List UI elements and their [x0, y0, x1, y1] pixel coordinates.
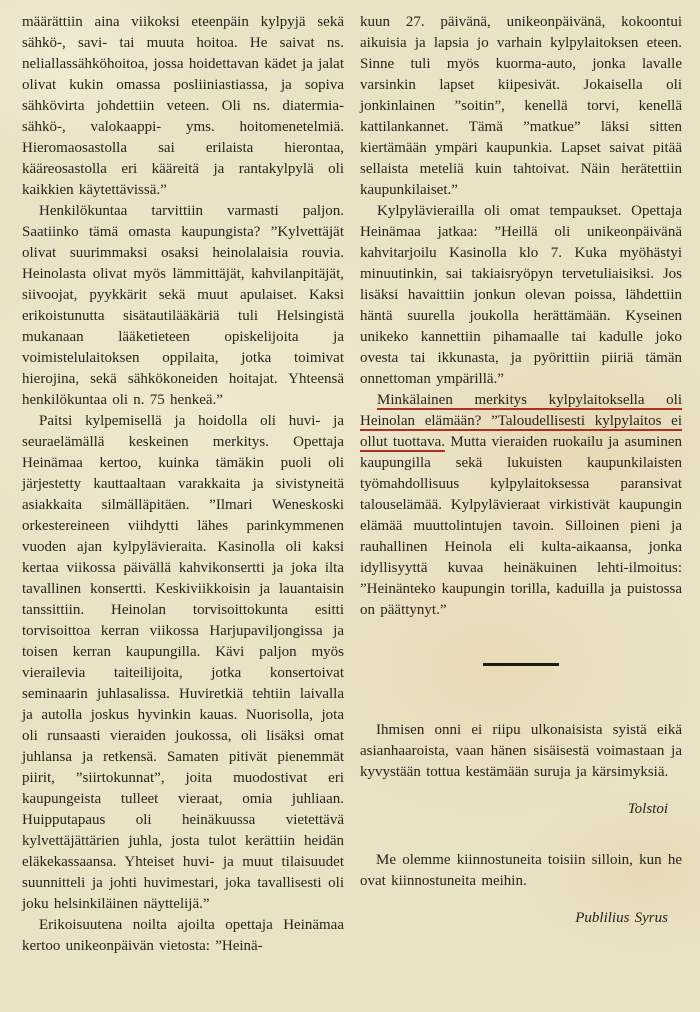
quote-tolstoi: Ihmisen onni ei riipu ulkonaisista syistä eikä asianhaaroista, vaan hänen sisäisestä voimastaan ja kyvystään tottua kestämään suruja ja kärsimyksiä.	[360, 722, 682, 780]
paragraph-text: Kylpylävierailla oli omat tempaukset. Opettaja Heinämaa jatkaa: ”Heillä oli unikeonpäivänä kahvitarjoilu Kasinolla klo 7. Kuka myöhästyi minuutinkin, sai takiaisryöpyn tervetuliaisiksi. Jos lisäksi havaittiin jonkun olevan poissa, lähdettiin häntä suurella joukolla herättämään. Kyseinen unikeko kannettiin pihamaalle tai kadulle joko ovesta tai ikkunasta, ja pyörittiin piiriä tämän onnettoman ympärillä.”	[360, 203, 682, 387]
left-text-column	[22, 12, 344, 957]
quote-publilius-syrus: Me olemme kiinnostuneita toisiin silloin, kun he ovat kiinnostuneita meihin.	[360, 852, 682, 889]
paragraph-text: Paitsi kylpemisellä ja hoidolla oli huvi- ja seuraelämällä keskeinen merkitys. Opettaja Heinämaa kertoo, kuinka tämäkin puoli oli järjestetty kauttaaltaan varakkaita ja sivistyneitä asiakkaita silmälläpitäen. ”Ilmari Weneskoski orkestereineen viihdytti lähes parinkymmenen vuoden ajan kylpylävieraita. Kasinolla oli kaksi kertaa viikossa päivällä kahvikonsertti ja joka ilta tavallinen konsertti. Keskiviikkoisin ja lauantaisin tanssittiin. Heinolan torvisoittokunta esitti torvisoittoa kerran viikossa Harjupaviljongissa ja toisen kerran kaupungilla. Kävi paljon myös vierailevia taiteilijoita, jotka konsertoivat seminaarin juhlasalissa. Huviretkiä tehtiin laivalla ja autolla joskus hyvinkin kauas. Nuorisolla, jota oli runsaasti vieraiden joukossa, oli lisäksi omat juhlansa ja retkensä. Samaten pitivät pienemmät piirit, ”siirtokunnat”, joita muodostivat eri kaupungeista tulleet vieraat, omia juhliaan. Huipputapaus oli heinäkuussa vietettävä kylvettäjättärien juhla, josta tulot kerättiin heidän eläkekassaansa. Yhteiset huvi- ja muut tilaisuudet suunnitteli ja johti huvimestari, joka tavallisesti oli joku helsinkiläinen näyttelijä.”	[22, 413, 344, 912]
body-paragraph	[22, 411, 344, 915]
paragraph-text: kuun 27. päivänä, unikeonpäivänä, kokoontui aikuisia ja lapsia jo varhain kylpylaitoksen eteen. Sinne tuli myös kuorma-auto, jonka lavalle varsinkin lapset kiipesivät. Jokaisella oli jonkinlainen ”soitin”, kenellä torvi, kenellä kattilankannet. Tämä ”matkue” läksi sitten kiertämään ympäri kaupunkia. Lapset saivat pitää sellaista meteliä kuin tahtoivat. Näin herätettiin kaupunkilaiset.”	[360, 14, 682, 198]
body-paragraph	[22, 201, 344, 411]
body-paragraph	[360, 390, 682, 621]
right-column-paragraphs	[360, 12, 682, 621]
quote-attribution-tolstoi: Tolstoi	[627, 801, 668, 817]
right-text-column	[360, 12, 682, 959]
quote-attribution-publilius-syrus: Publilius Syrus	[575, 910, 668, 926]
paragraph-text: määrättiin aina viikoksi eteenpäin kylpyjä sekä sähkö-, savi- tai muuta hoitoa. He saivat ns. neliallassähköhoitoa, jossa hoidettavan kädet ja jalat olivat kukin omassa posliiniastiassa, ja sopiva sähkövirta johdettiin veteen. Oli ns. diatermia-sähkö-, valokaappi- yms. hoitomenetelmiä. Hieromaosastolla sai erilaista hierontaa, kääreosastolla eri kääreitä ja rantakylpylä oli kaikkien käytettävissä.”	[22, 14, 344, 198]
body-paragraph	[22, 12, 344, 201]
body-paragraph	[22, 915, 344, 957]
section-divider-rule	[483, 663, 559, 666]
paragraph-text: Henkilökuntaa tarvittiin varmasti paljon. Saatiinko tämä omasta kaupungista? ”Kylvettäjät olivat suurimmaksi osaksi heinolalaisia rouvia. Heinolasta olivat myös lämmittäjät, kahvilanpitäjät, siivoojat, pyykkärit sekä muut apulaiset. Kaksi erikoistunutta sisätautilääkäriä tuli Helsingistä mukanaan lääketieteen opiskelijoita ja voimistelulaitoksen oppilaita, jotka toimivat hierojina, sekä sähkökoneiden hoitajat. Yhteensä henkilökuntaa oli n. 75 henkeä.”	[22, 203, 344, 408]
red-underlined-text: Minkälainen merkitys kylpylaitoksella oli Heinolan elämään? ”Taloudellisesti kylpylaitos ei ollut tuottava.	[360, 392, 682, 450]
paragraph-text: Erikoisuutena noilta ajoilta opettaja Heinämaa kertoo unikeonpäivän vietosta: ”Heinä-	[22, 917, 344, 954]
paragraph-text: Mutta vieraiden ruokailu ja asuminen kaupungilla sekä lukuisten kaupunkilaisten työmahdollisuus kylpylaitoksessa paransivat talouselämää. Kylpylävieraat virkistivät kaupungin elämää muuttolintujen tavoin. Silloinen pieni ja rauhallinen Heinola eli kulta-aikaansa, jonka idyllisyyttä kuvaa heinäkuinen lehti-ilmoitus: ”Heinänteko kaupungin torilla, kaduilla ja puistossa on päättynyt.”	[360, 434, 682, 618]
body-paragraph	[360, 12, 682, 201]
quotations-section	[360, 720, 682, 929]
body-paragraph	[360, 201, 682, 390]
